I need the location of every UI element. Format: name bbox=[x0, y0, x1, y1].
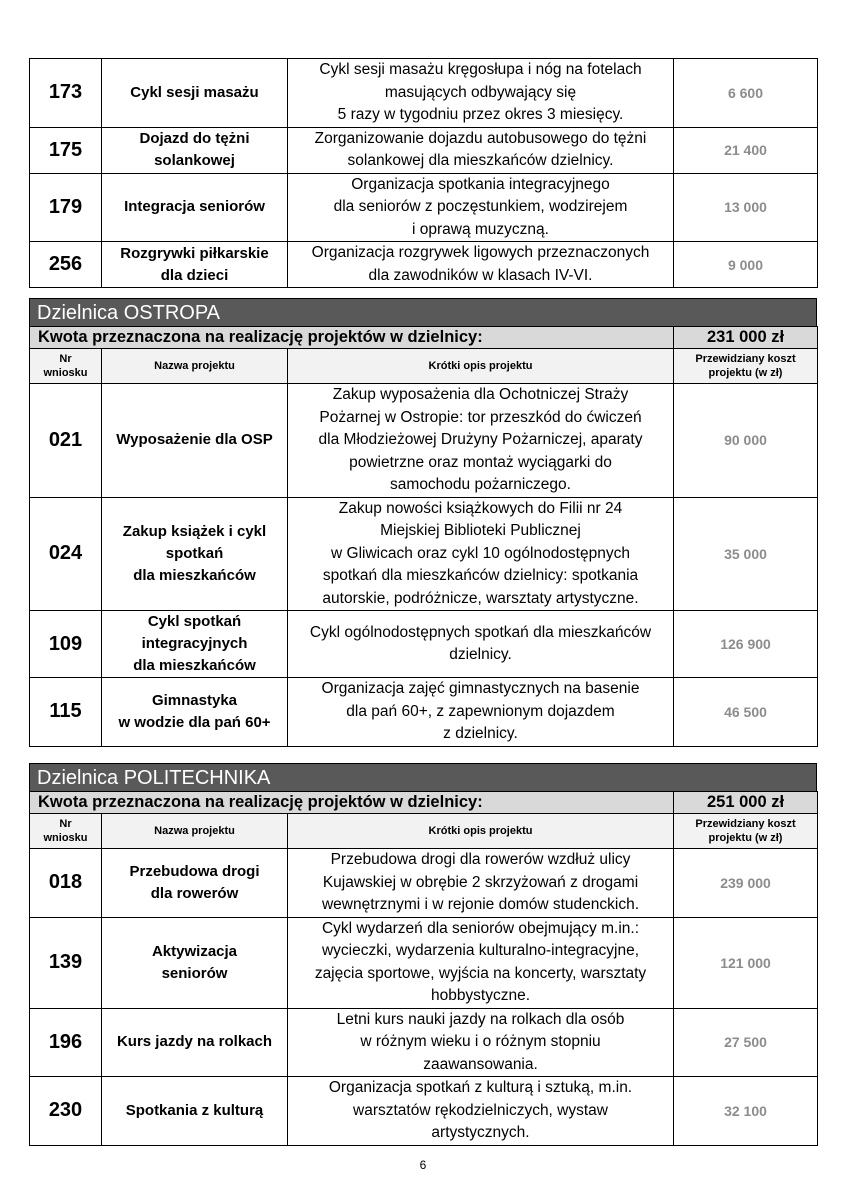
ostropa-section bbox=[29, 298, 817, 747]
col-header-name: Nazwa projektu bbox=[102, 814, 288, 849]
project-description: Organizacja zajęć gimnastycznych na basenie dla pań 60+, z zapewnionym dojazdem z dzielnicy. bbox=[288, 678, 674, 747]
table-row bbox=[30, 1077, 818, 1146]
project-number: 173 bbox=[30, 59, 102, 128]
project-description: Organizacja spotkania integracyjnego dla seniorów z poczęstunkiem, wodzirejem i oprawą muzyczną. bbox=[288, 173, 674, 242]
project-name: Cykl spotkań integracyjnych dla mieszkańców bbox=[102, 611, 288, 678]
project-name: Integracja seniorów bbox=[102, 173, 288, 242]
project-cost: 27 500 bbox=[674, 1008, 818, 1077]
col-header-cost: Przewidziany koszt projektu (w zł) bbox=[674, 349, 818, 384]
budget-value: 231 000 zł bbox=[674, 327, 818, 349]
project-name: Cykl sesji masażu bbox=[102, 59, 288, 128]
col-header-nr: Nr wniosku bbox=[30, 814, 102, 849]
district-title: Dzielnica OSTROPA bbox=[29, 298, 817, 326]
project-number: 256 bbox=[30, 242, 102, 288]
project-number: 024 bbox=[30, 497, 102, 611]
col-header-cost: Przewidziany koszt projektu (w zł) bbox=[674, 814, 818, 849]
project-cost: 32 100 bbox=[674, 1077, 818, 1146]
project-cost: 35 000 bbox=[674, 497, 818, 611]
col-header-desc: Krótki opis projektu bbox=[288, 349, 674, 384]
table-row bbox=[30, 173, 818, 242]
table-row bbox=[30, 384, 818, 498]
project-number: 175 bbox=[30, 127, 102, 173]
project-name: Rozgrywki piłkarskie dla dzieci bbox=[102, 242, 288, 288]
budget-value: 251 000 zł bbox=[674, 792, 818, 814]
project-name: Kurs jazdy na rolkach bbox=[102, 1008, 288, 1077]
project-name: Gimnastyka w wodzie dla pań 60+ bbox=[102, 678, 288, 747]
project-description: Organizacja spotkań z kulturą i sztuką, m.in. warsztatów rękodzielniczych, wystaw artystycznych. bbox=[288, 1077, 674, 1146]
project-description: Organizacja rozgrywek ligowych przeznaczonych dla zawodników w klasach IV-VI. bbox=[288, 242, 674, 288]
project-description: Przebudowa drogi dla rowerów wzdłuż ulicy Kujawskiej w obrębie 2 skrzyżowań z drogami wewnętrznymi i w rejonie domów studenckich. bbox=[288, 849, 674, 918]
project-cost: 121 000 bbox=[674, 917, 818, 1008]
project-name: Zakup książek i cykl spotkań dla mieszkańców bbox=[102, 497, 288, 611]
project-number: 109 bbox=[30, 611, 102, 678]
project-cost: 46 500 bbox=[674, 678, 818, 747]
project-cost: 239 000 bbox=[674, 849, 818, 918]
top-projects-section bbox=[29, 58, 817, 288]
project-description: Zorganizowanie dojazdu autobusowego do tężni solankowej dla mieszkańców dzielnicy. bbox=[288, 127, 674, 173]
header-row bbox=[30, 349, 818, 384]
project-number: 230 bbox=[30, 1077, 102, 1146]
table-row bbox=[30, 127, 818, 173]
table-row bbox=[30, 611, 818, 678]
project-number: 021 bbox=[30, 384, 102, 498]
district-title: Dzielnica POLITECHNIKA bbox=[29, 763, 817, 791]
project-name: Aktywizacja seniorów bbox=[102, 917, 288, 1008]
project-cost: 9 000 bbox=[674, 242, 818, 288]
table-row bbox=[30, 1008, 818, 1077]
project-number: 179 bbox=[30, 173, 102, 242]
project-description: Zakup wyposażenia dla Ochotniczej Straży Pożarnej w Ostropie: tor przeszkód do ćwiczeń dla Młodzieżowej Drużyny Pożarniczej, aparaty powietrzne oraz montaż wyciągarki do samochodu pożarniczego. bbox=[288, 384, 674, 498]
project-cost: 126 900 bbox=[674, 611, 818, 678]
project-name: Przebudowa drogi dla rowerów bbox=[102, 849, 288, 918]
table-row bbox=[30, 242, 818, 288]
project-number: 115 bbox=[30, 678, 102, 747]
budget-row bbox=[30, 792, 818, 814]
project-description: Letni kurs nauki jazdy na rolkach dla osób w różnym wieku i o różnym stopniu zaawansowania. bbox=[288, 1008, 674, 1077]
project-number: 196 bbox=[30, 1008, 102, 1077]
header-row bbox=[30, 814, 818, 849]
project-description: Cykl sesji masażu kręgosłupa i nóg na fotelach masujących odbywający się 5 razy w tygodniu przez okres 3 miesięcy. bbox=[288, 59, 674, 128]
budget-label: Kwota przeznaczona na realizację projektów w dzielnicy: bbox=[30, 792, 674, 814]
project-cost: 90 000 bbox=[674, 384, 818, 498]
table-row bbox=[30, 917, 818, 1008]
project-description: Cykl ogólnodostępnych spotkań dla mieszkańców dzielnicy. bbox=[288, 611, 674, 678]
project-name: Spotkania z kulturą bbox=[102, 1077, 288, 1146]
budget-row bbox=[30, 327, 818, 349]
col-header-desc: Krótki opis projektu bbox=[288, 814, 674, 849]
table-row bbox=[30, 678, 818, 747]
project-description: Zakup nowości książkowych do Filii nr 24 Miejskiej Biblioteki Publicznej w Gliwicach oraz cykl 10 ogólnodostępnych spotkań dla mieszkańców dzielnicy: spotkania autorskie, podróżnicze, warsztaty artystyczne. bbox=[288, 497, 674, 611]
project-cost: 13 000 bbox=[674, 173, 818, 242]
ostropa-table bbox=[29, 326, 818, 747]
table-row bbox=[30, 59, 818, 128]
politechnika-section bbox=[29, 763, 817, 1146]
project-cost: 21 400 bbox=[674, 127, 818, 173]
project-number: 139 bbox=[30, 917, 102, 1008]
budget-label: Kwota przeznaczona na realizację projektów w dzielnicy: bbox=[30, 327, 674, 349]
col-header-nr: Nr wniosku bbox=[30, 349, 102, 384]
project-name: Wyposażenie dla OSP bbox=[102, 384, 288, 498]
col-header-name: Nazwa projektu bbox=[102, 349, 288, 384]
table-row bbox=[30, 849, 818, 918]
project-number: 018 bbox=[30, 849, 102, 918]
table-row bbox=[30, 497, 818, 611]
top-projects-table bbox=[29, 58, 818, 288]
project-cost: 6 600 bbox=[674, 59, 818, 128]
project-name: Dojazd do tężni solankowej bbox=[102, 127, 288, 173]
politechnika-table bbox=[29, 791, 818, 1146]
project-description: Cykl wydarzeń dla seniorów obejmujący m.in.: wycieczki, wydarzenia kulturalno-integracyjne, zajęcia sportowe, wyjścia na koncerty, warsztaty hobbystyczne. bbox=[288, 917, 674, 1008]
page-number: 6 bbox=[419, 1158, 427, 1172]
